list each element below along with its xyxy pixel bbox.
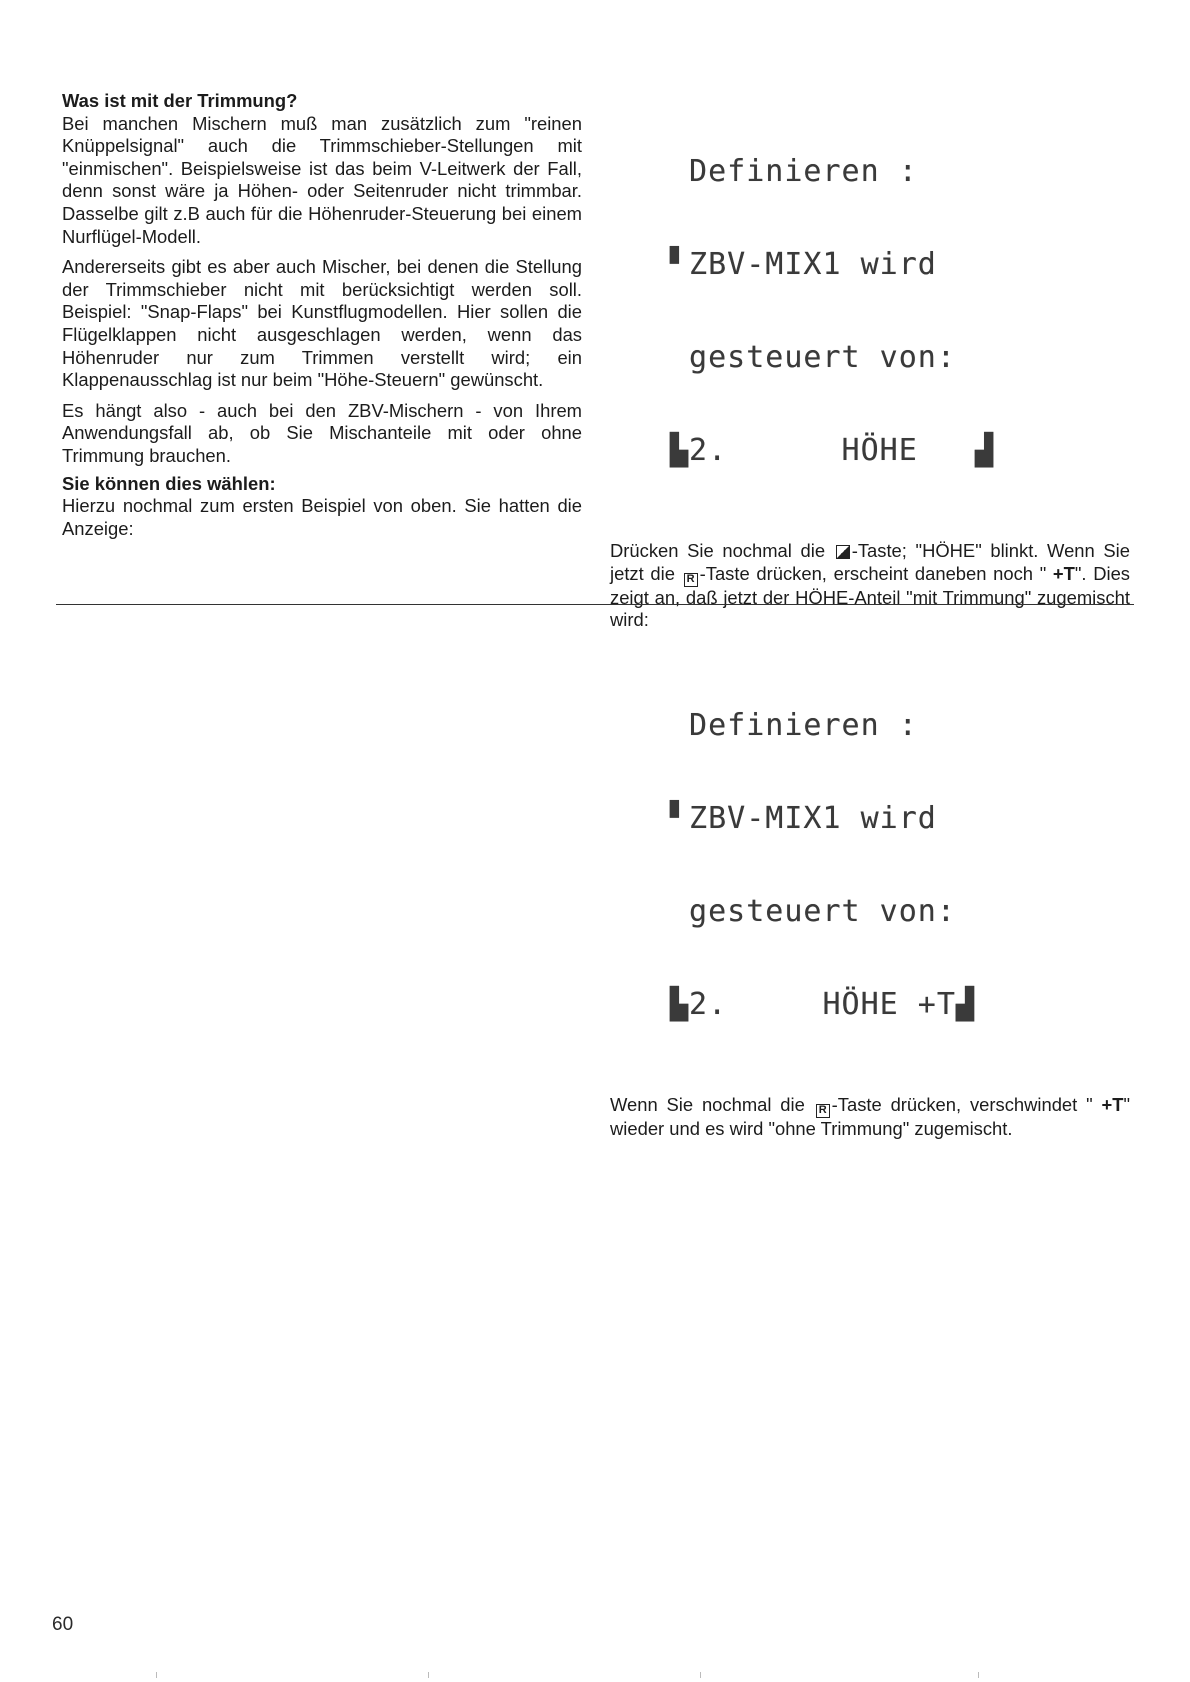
lcd-line: ▘ZBV-MIX1 wird	[670, 247, 937, 282]
paragraph-press-key	[610, 540, 1130, 632]
paragraph-snap-flaps: Andererseits gibt es aber auch Mischer, bei denen die Stellung der Trimmschieber nicht mit berücksichtigt werden soll. Beispiel: "Snap-Flaps" bei Kunstflugmodellen. Hier sollen die Flügelklappen nicht ausgeschlagen werden, wenn das Höhenruder nur zum Trimmen verstellt wird; ein Klappenausschlag ist nur beim "Höhe-Steuern" gewünscht.	[62, 256, 582, 391]
right-column	[610, 94, 1130, 1148]
r-key-icon: R	[684, 573, 698, 587]
down-key-icon	[836, 545, 850, 559]
lcd-line: gesteuert von:	[670, 893, 956, 929]
lcd-line: ▘ZBV-MIX1 wird	[670, 800, 937, 836]
text-segment: Wenn Sie nochmal die	[610, 1093, 814, 1115]
text-segment: -Taste drücken, verschwindet "	[831, 1093, 1102, 1115]
lcd-line: ▙2. HÖHE ▟	[670, 433, 995, 468]
text-segment: " wieder und es wird "ohne Trimmung" zugemischt.	[610, 1093, 1130, 1139]
text-segment: Drücken Sie nochmal die	[610, 540, 834, 561]
scan-mark	[428, 1672, 429, 1678]
paragraph-remove-trim	[610, 1094, 1130, 1141]
lcd-line: Definieren :	[670, 707, 918, 743]
lcd-display-without-trim	[670, 94, 1130, 528]
plus-t-label: +T	[1101, 1093, 1124, 1115]
plus-t-label: +T	[1052, 562, 1075, 584]
horizontal-divider	[56, 604, 1134, 605]
r-key-icon: R	[816, 1104, 830, 1118]
page-number: 60	[52, 1614, 74, 1635]
lcd-line: ▙2. HÖHE +T▟	[670, 986, 975, 1022]
section-heading-choose: Sie können dies wählen:	[62, 472, 276, 494]
lcd-line: Definieren :	[670, 154, 918, 189]
section-heading-trimming: Was ist mit der Trimmung?	[62, 90, 298, 111]
text-segment: -Taste; "HÖHE" blinkt. Wenn Sie jetzt die	[610, 540, 1130, 584]
text-segment: ". Dies zeigt an, daß jetzt der HÖHE-Anteil "mit Trimmung" zugemischt wird:	[610, 562, 1130, 631]
lcd-display-with-trim	[670, 648, 1130, 1082]
paragraph-application: Es hängt also - auch bei den ZBV-Mischern - von Ihrem Anwendungsfall ab, ob Sie Mischanteile mit oder ohne Trimmung brauchen.	[62, 399, 582, 466]
scan-mark	[156, 1672, 157, 1678]
text-segment: -Taste drücken, erscheint daneben noch "	[699, 562, 1053, 584]
paragraph-trimming-intro: Bei manchen Mischern muß man zusätzlich zum "reinen Knüppelsignal" auch die Trimmschieber-Stellungen mit "einmischen". Beispielsweise ist das beim V-Leitwerk der Fall, denn sonst wäre ja Höhen- oder Seitenruder nicht trimmbar. Dasselbe gilt z.B auch für die Höhenruder-Steuerung bei einem Nurflügel-Modell.	[62, 112, 582, 247]
paragraph-example: Hierzu nochmal zum ersten Beispiel von oben. Sie hatten die Anzeige:	[62, 495, 582, 539]
scan-mark	[978, 1672, 979, 1678]
scan-mark	[700, 1672, 701, 1678]
left-column	[62, 90, 582, 548]
lcd-line: gesteuert von:	[670, 340, 956, 375]
